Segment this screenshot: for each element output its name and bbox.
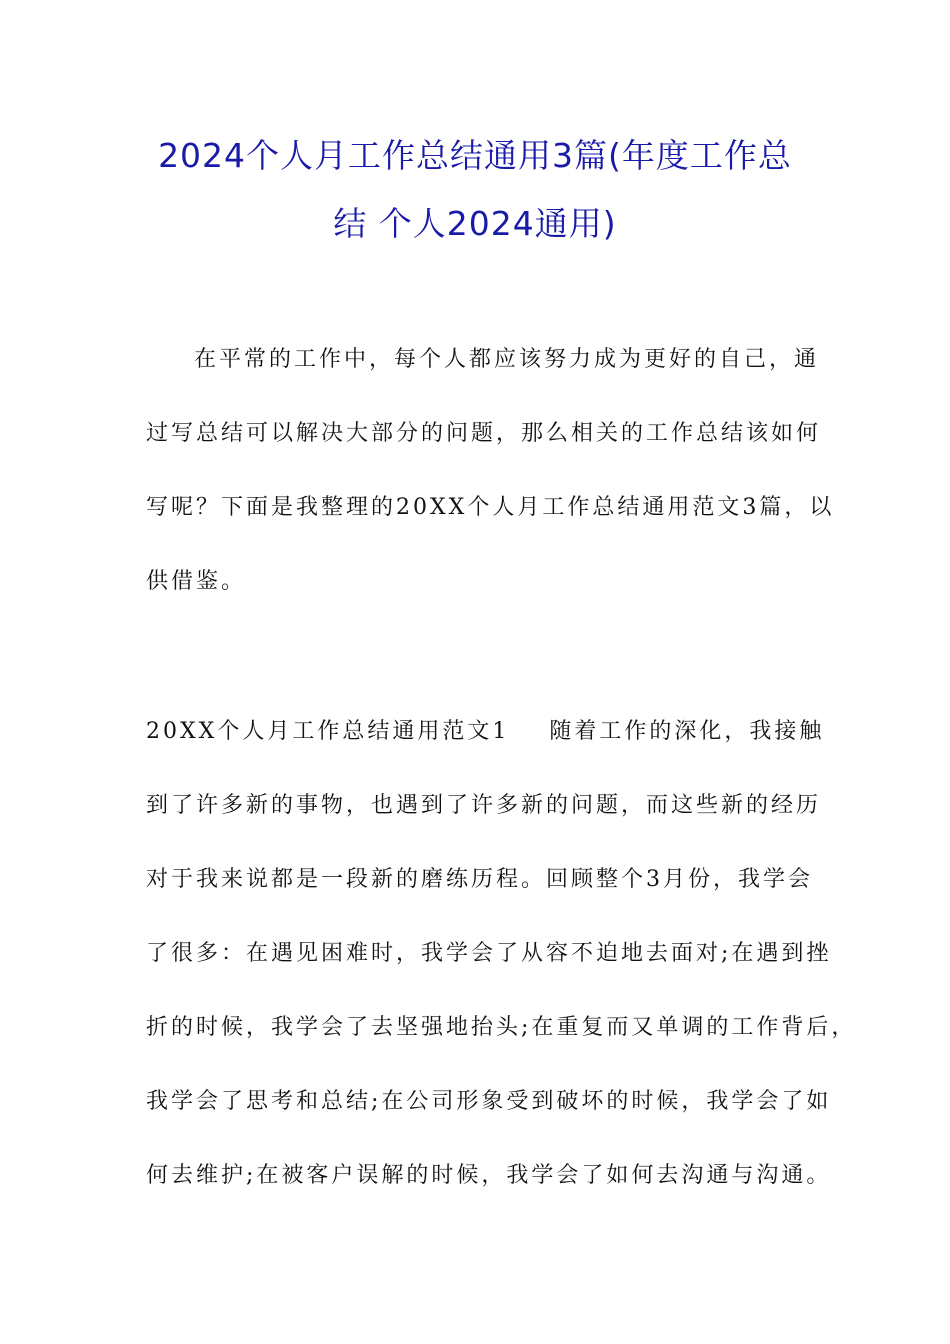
title-line-2: 结 个人2024通用) — [333, 204, 617, 243]
section-1-first-line-text: 随着工作的深化，我接触 — [549, 719, 825, 744]
intro-line-4: 供借鉴。 — [146, 569, 247, 594]
section-1-line-3: 对于我来说都是一段新的磨练历程。回顾整个3月份，我学会 — [146, 867, 813, 892]
title-line-1: 2024个人月工作总结通用3篇(年度工作总 — [158, 136, 792, 175]
section-1-line-6: 我学会了思考和总结;在公司形象受到破坏的时候，我学会了如 — [146, 1089, 832, 1114]
document-title — [120, 122, 830, 258]
section-1-line-5: 折的时候，我学会了去坚强地抬头;在重复而又单调的工作背后， — [146, 1015, 857, 1040]
intro-line-2: 过写总结可以解决大部分的问题，那么相关的工作总结该如何 — [146, 421, 822, 446]
intro-line-1: 在平常的工作中，每个人都应该努力成为更好的自己，通 — [194, 347, 820, 372]
section-1-first-line — [146, 710, 825, 784]
section-1-line-2: 到了许多新的事物，也遇到了许多新的问题，而这些新的经历 — [146, 793, 822, 818]
section-1-heading: 20XX个人月工作总结通用范文1 — [146, 719, 510, 744]
section-1-line-7: 何去维护;在被客户误解的时候，我学会了如何去沟通与沟通。 — [146, 1163, 832, 1188]
intro-paragraph — [146, 338, 835, 634]
section-1-paragraph — [146, 710, 857, 1228]
intro-line-3: 写呢？下面是我整理的20XX个人月工作总结通用范文3篇，以 — [146, 495, 835, 520]
section-1-line-4: 了很多：在遇见困难时，我学会了从容不迫地去面对;在遇到挫 — [146, 941, 832, 966]
